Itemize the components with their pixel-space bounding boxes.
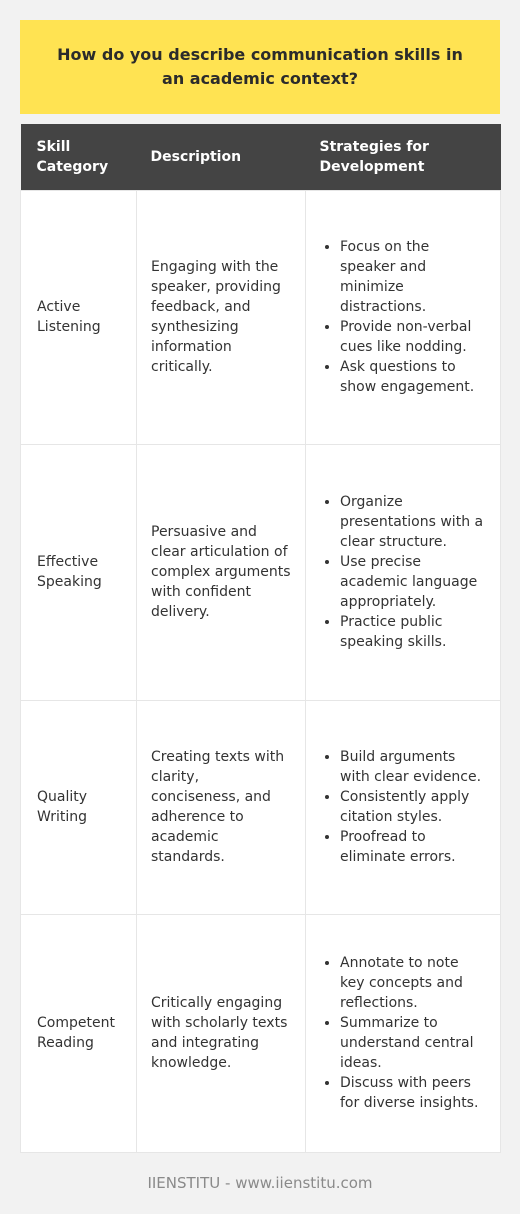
strategies-cell [306, 190, 501, 444]
description-cell: Persuasive and clear articulation of complex arguments with confident delivery. [137, 444, 306, 700]
skill-category-cell: Effective Speaking [21, 444, 137, 700]
strategy-item: • Focus on the speaker and minimize distractions. [340, 237, 486, 317]
skill-category-cell: Competent Reading [21, 914, 137, 1152]
footer-text: IIENSTITU - www.iienstitu.com [147, 1174, 373, 1192]
header-skill-category: Skill Category [21, 124, 137, 190]
table-row [21, 914, 501, 1152]
strategy-item: • Discuss with peers for diverse insights. [340, 1073, 486, 1113]
table-row [21, 444, 501, 700]
skills-table [20, 124, 501, 1153]
strategy-item: • Summarize to understand central ideas. [340, 1013, 486, 1073]
title-banner [20, 20, 500, 114]
header-strategies: Strategies for Development [306, 124, 501, 190]
page-title: How do you describe communication skills in an academic context? [57, 45, 463, 88]
strategies-cell [306, 444, 501, 700]
table-header-row [21, 124, 501, 190]
strategy-item: • Provide non-verbal cues like nodding. [340, 317, 486, 357]
description-cell: Engaging with the speaker, providing feedback, and synthesizing information critically. [137, 190, 306, 444]
strategies-list [320, 747, 486, 867]
strategy-item: • Proofread to eliminate errors. [340, 827, 486, 867]
skill-category-cell: Active Listening [21, 190, 137, 444]
strategy-item: • Annotate to note key concepts and reflections. [340, 953, 486, 1013]
strategy-item: • Practice public speaking skills. [340, 612, 486, 652]
description-cell: Critically engaging with scholarly texts and integrating knowledge. [137, 914, 306, 1152]
table-row [21, 190, 501, 444]
strategies-list [320, 953, 486, 1113]
description-cell: Creating texts with clarity, conciseness, and adherence to academic standards. [137, 700, 306, 914]
strategies-list [320, 237, 486, 397]
strategy-item: • Ask questions to show engagement. [340, 357, 486, 397]
strategy-item: • Organize presentations with a clear structure. [340, 492, 486, 552]
table-row [21, 700, 501, 914]
strategy-item: • Use precise academic language appropriately. [340, 552, 486, 612]
strategies-cell [306, 700, 501, 914]
skill-category-cell: Quality Writing [21, 700, 137, 914]
strategy-item: • Build arguments with clear evidence. [340, 747, 486, 787]
strategies-cell [306, 914, 501, 1152]
header-description: Description [137, 124, 306, 190]
strategy-item: • Consistently apply citation styles. [340, 787, 486, 827]
strategies-list [320, 492, 486, 652]
